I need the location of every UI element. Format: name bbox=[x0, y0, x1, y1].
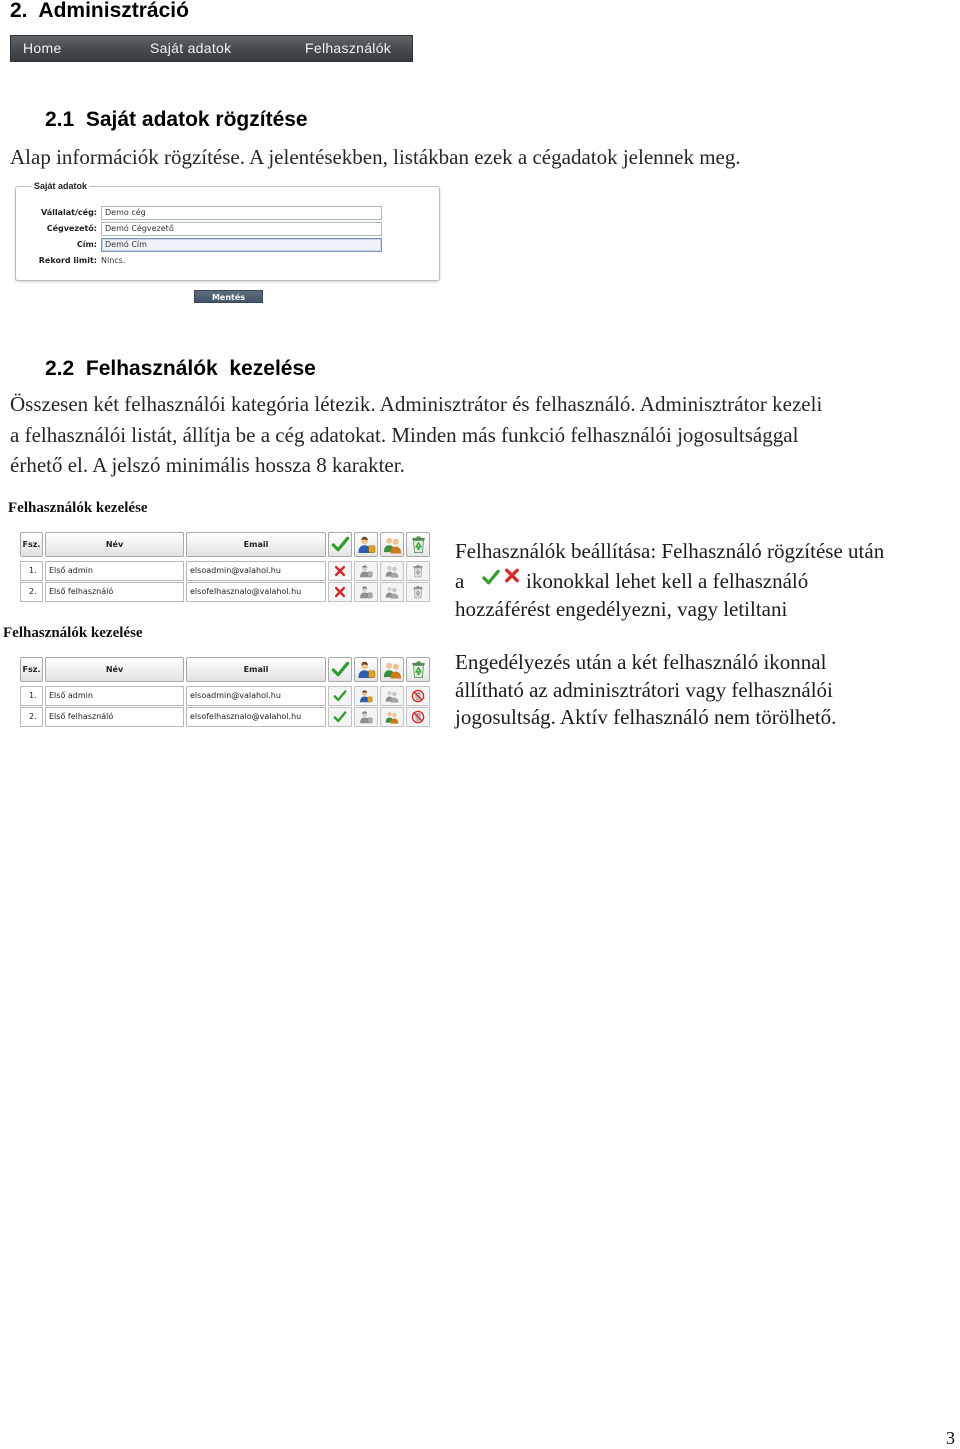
company-input[interactable] bbox=[101, 206, 382, 220]
row-number: 1. bbox=[20, 561, 43, 581]
column-header-name: Név bbox=[45, 657, 184, 682]
manager-label: Cégvezető: bbox=[46, 224, 97, 233]
reject-icon[interactable] bbox=[328, 582, 352, 602]
setup-text-rest: ikonokkal lehet kell a felhasználó bbox=[526, 569, 809, 593]
save-button[interactable]: Mentés bbox=[194, 290, 263, 303]
user-role-icon[interactable] bbox=[380, 686, 404, 706]
column-header-name: Név bbox=[45, 532, 184, 557]
admin-role-icon bbox=[354, 657, 378, 682]
manager-input-value: Demó Cégvezető bbox=[105, 224, 174, 233]
delete-icon[interactable] bbox=[406, 561, 430, 581]
section-title-own-data: 2.1 Saját adatok rögzítése bbox=[45, 108, 308, 131]
main-nav-bar bbox=[10, 35, 413, 62]
approve-icon bbox=[328, 657, 352, 682]
own-data-form bbox=[15, 181, 440, 281]
user-role-icon[interactable] bbox=[380, 582, 404, 602]
admin-role-icon[interactable] bbox=[354, 686, 378, 706]
address-input-value: Demó Cím bbox=[105, 240, 147, 249]
users-table bbox=[18, 656, 432, 728]
company-label: Vállalat/cég: bbox=[40, 208, 97, 217]
row-name: Első felhasználó bbox=[45, 707, 184, 727]
user-role-icon bbox=[380, 532, 404, 557]
row-email: elsofelhasznalo@valahol.hu bbox=[186, 707, 326, 727]
approve-icon bbox=[481, 568, 501, 587]
column-header-email: Email bbox=[186, 657, 326, 682]
row-name: Első admin bbox=[45, 561, 184, 581]
setup-text-line: hozzáférést engedélyezni, vagy letiltani bbox=[455, 597, 788, 621]
row-number: 2. bbox=[20, 707, 43, 727]
users-paragraph-line: Összesen két felhasználói kategória létezik. Adminisztrátor és felhasználó. Adminisztrátor kezeli bbox=[10, 392, 823, 416]
delete-icon bbox=[406, 657, 430, 682]
row-number: 2. bbox=[20, 582, 43, 602]
nav-item-users[interactable]: Felhasználók bbox=[305, 40, 392, 56]
setup-text-prefix: a bbox=[455, 569, 465, 593]
enable-text-line: Engedélyezés után a két felhasználó ikonnal bbox=[455, 650, 827, 674]
approve-icon[interactable] bbox=[328, 707, 352, 727]
nav-item-home[interactable]: Home bbox=[23, 40, 62, 56]
setup-text-line: Felhasználók beállítása: Felhasználó rögzítése után bbox=[455, 539, 885, 563]
manager-input[interactable] bbox=[101, 222, 382, 236]
delete-icon[interactable] bbox=[406, 582, 430, 602]
no-delete-icon[interactable] bbox=[406, 707, 430, 727]
delete-icon bbox=[406, 532, 430, 557]
user-role-icon bbox=[380, 657, 404, 682]
record-limit-label: Rekord limit: bbox=[38, 256, 97, 265]
address-label: Cím: bbox=[76, 240, 97, 249]
row-number: 1. bbox=[20, 686, 43, 706]
row-email: elsofelhasznalo@valahol.hu bbox=[186, 582, 326, 602]
company-input-value: Demo cég bbox=[105, 208, 146, 217]
own-data-intro: Alap információk rögzítése. A jelentésekben, listákban ezek a cégadatok jelennek meg. bbox=[10, 145, 741, 169]
admin-role-icon[interactable] bbox=[354, 561, 378, 581]
user-role-icon[interactable] bbox=[380, 561, 404, 581]
enable-text-line: állítható az adminisztrátori vagy felhasználói bbox=[455, 678, 833, 702]
row-name: Első felhasználó bbox=[45, 582, 184, 602]
reject-icon bbox=[502, 566, 522, 585]
admin-role-icon bbox=[354, 532, 378, 557]
reject-icon[interactable] bbox=[328, 561, 352, 581]
column-header-email: Email bbox=[186, 532, 326, 557]
form-title: Saját adatok bbox=[34, 181, 88, 191]
no-delete-icon[interactable] bbox=[406, 686, 430, 706]
address-input[interactable] bbox=[101, 238, 382, 252]
users-screen-title: Felhasználók kezelése bbox=[3, 625, 143, 641]
approve-icon bbox=[328, 532, 352, 557]
section-title-users: 2.2 Felhasználók kezelése bbox=[45, 357, 316, 380]
users-paragraph-line: érhető el. A jelszó minimális hossza 8 karakter. bbox=[10, 453, 405, 477]
admin-role-icon[interactable] bbox=[354, 707, 378, 727]
admin-role-icon[interactable] bbox=[354, 582, 378, 602]
record-limit-value: Nincs. bbox=[101, 256, 126, 265]
users-table bbox=[18, 531, 432, 603]
page-number: 3 bbox=[946, 1428, 955, 1448]
users-paragraph-line: a felhasználói listát, állítja be a cég adatokat. Minden más funkció felhasználói jogosultsággal bbox=[10, 423, 799, 447]
chapter-heading: 2. Adminisztráció bbox=[10, 0, 189, 22]
users-screen-title: Felhasználók kezelése bbox=[8, 500, 148, 516]
enable-text-line: jogosultság. Aktív felhasználó nem törölhető. bbox=[455, 705, 837, 729]
column-header-number: Fsz. bbox=[20, 532, 43, 557]
nav-item-own-data[interactable]: Saját adatok bbox=[150, 40, 232, 56]
approve-icon[interactable] bbox=[328, 686, 352, 706]
row-name: Első admin bbox=[45, 686, 184, 706]
row-email: elsoadmin@valahol.hu bbox=[186, 686, 326, 706]
row-email: elsoadmin@valahol.hu bbox=[186, 561, 326, 581]
column-header-number: Fsz. bbox=[20, 657, 43, 682]
user-role-icon[interactable] bbox=[380, 707, 404, 727]
